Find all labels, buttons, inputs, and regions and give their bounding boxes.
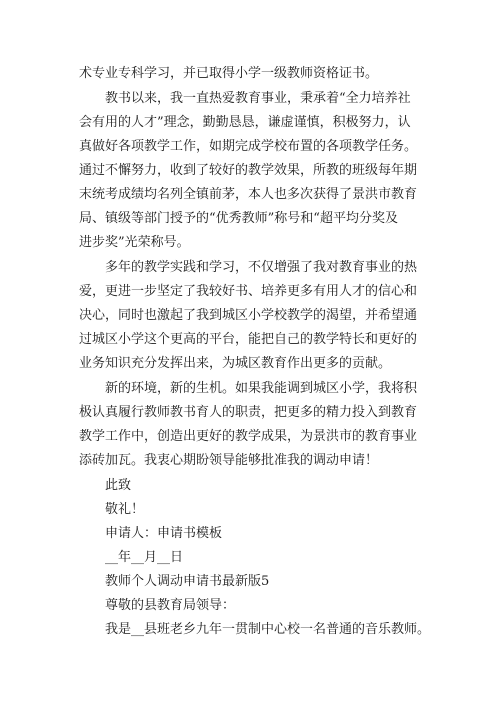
paragraph-start-line: 多年的教学实践和学习，不仅增强了我对教育事业的热 <box>105 260 418 275</box>
text-line: 决心，同时也激起了我到城区小学校教学的渴望，并希望通 <box>79 308 418 323</box>
text-line: 爱，更进一步坚定了我较好书、培养更多有用人才的信心和 <box>79 284 418 299</box>
paragraph-start-line: 新的环境，新的生机。如果我能调到城区小学，我将积 <box>105 381 418 396</box>
paragraph-start-line: 我是__县班老乡九年一贯制中心校一名普通的音乐教师。 <box>105 622 431 637</box>
text-line: 通过不懈努力，收到了较好的教学效果，所教的班级每年期 <box>79 163 418 178</box>
letter-greeting: 尊敬的县教育局领导： <box>105 598 236 613</box>
text-line: 末统考成绩均名列全镇前茅，本人也多次获得了景洪市教育 <box>79 187 418 202</box>
text-line: 极认真履行教师教书育人的职责，把更多的精力投入到教育 <box>79 405 418 420</box>
paragraph-start-line: 教书以来，我一直热爱教育事业，秉承着“全力培养社 <box>105 91 411 106</box>
text-line: 真做好各项教学工作，如期完成学校布置的各项教学任务。 <box>79 139 418 154</box>
text-line: 术专业专科学习，并已取得小学一级教师资格证书。 <box>79 66 379 81</box>
text-line: 过城区小学这个更高的平台，能把自己的教学特长和更好的 <box>79 332 418 347</box>
applicant-signature: 申请人：申请书模板 <box>105 526 223 541</box>
text-line: 业务知识充分发挥出来，为城区教育作出更多的贡献。 <box>79 356 392 371</box>
closing-regards: 敬礼！ <box>105 502 145 517</box>
text-line: 添砖加瓦。我衷心期盼领导能够批准我的调动申请！ <box>79 453 379 468</box>
text-line: 教学工作中，创造出更好的教学成果，为景洪市的教育事业 <box>79 429 418 444</box>
closing-salutation: 此致 <box>105 478 132 493</box>
text-line: 局、镇级等部门授予的“优秀教师”称号和“超平均分奖及 <box>79 211 398 226</box>
text-line: 会有用的人才”理念，勤勤恳恳，谦虚谨慎，积极努力，认 <box>79 115 411 130</box>
text-line: 进步奖”光荣称号。 <box>79 235 190 250</box>
date-line: __年__月__日 <box>105 550 184 565</box>
section-title: 教师个人调动申请书最新版5 <box>105 574 270 589</box>
